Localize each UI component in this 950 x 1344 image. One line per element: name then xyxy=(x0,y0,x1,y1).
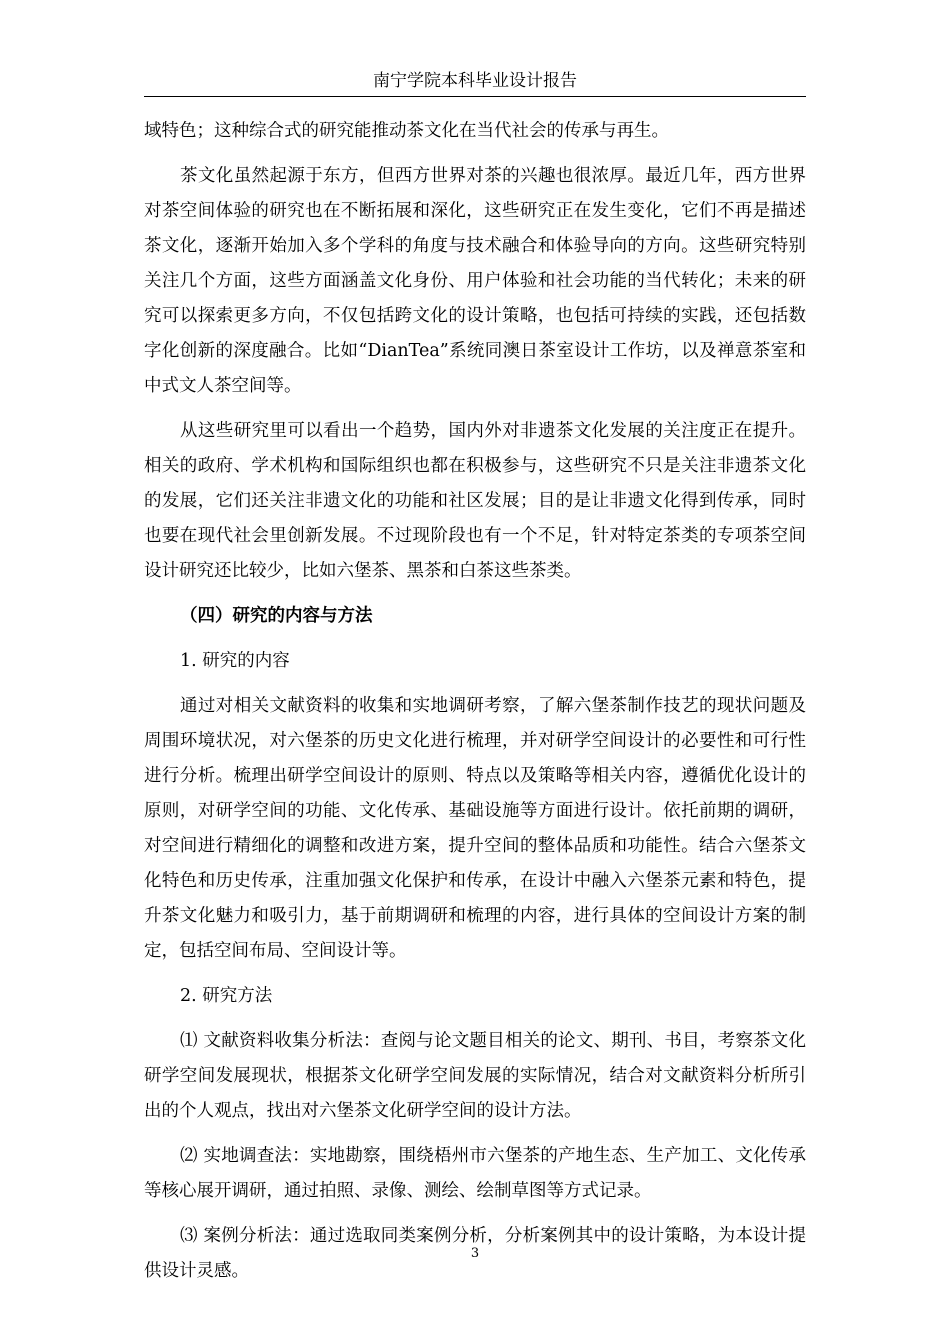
section-heading-content-methods: （四）研究的内容与方法 xyxy=(180,606,373,626)
page-header-title: 南宁学院本科毕业设计报告 xyxy=(373,71,577,91)
paragraph-western-research: 茶文化虽然起源于东方，但西方世界对茶的兴趣也很浓厚。最近几年，西方世界对茶空间体验的研究也在不断拓展和深化，这些研究正在发生变化，它们不再是描述茶文化，逐渐开始加入多个学科的角度与技术融合和体验导向的方向。这些研究特别关注几个方面，这些方面涵盖文化身份、用户体验和社会功能的当代转化；未来的研究可以探索更多方向，不仅包括跨文化的设计策略，也包括可持续的实践，还包括数字化创新的深度融合。比如“DianTea”系统同澳日茶室设计工作坊，以及禅意茶室和中式文人茶空间等。 xyxy=(144,166,806,396)
method-field-survey: ⑵ 实地调查法：实地勘察，围绕梧州市六堡茶的产地生态、生产加工、文化传承等核心展开调研，通过拍照、录像、测绘、绘制草图等方式记录。 xyxy=(144,1146,806,1201)
subheading-research-methods: 2. 研究方法 xyxy=(180,986,273,1006)
header-divider xyxy=(144,96,806,97)
document-body xyxy=(144,114,806,1289)
method-literature-analysis: ⑴ 文献资料收集分析法：查阅与论文题目相关的论文、期刊、书目，考察茶文化研学空间发展现状，根据茶文化研学空间发展的实际情况，结合对文献资料分析所引出的个人观点，找出对六堡茶文化研学空间的设计方法。 xyxy=(144,1031,806,1121)
paragraph-research-content: 通过对相关文献资料的收集和实地调研考察，了解六堡茶制作技艺的现状问题及周围环境状况，对六堡茶的历史文化进行梳理，并对研学空间设计的必要性和可行性进行分析。梳理出研学空间设计的原则、特点以及策略等相关内容，遵循优化设计的原则，对研学空间的功能、文化传承、基础设施等方面进行设计。依托前期的调研，对空间进行精细化的调整和改进方案，提升空间的整体品质和功能性。结合六堡茶文化特色和历史传承，注重加强文化保护和传承，在设计中融入六堡茶元素和特色，提升茶文化魅力和吸引力，基于前期调研和梳理的内容，进行具体的空间设计方案的制定，包括空间布局、空间设计等。 xyxy=(144,696,806,961)
subheading-research-content: 1. 研究的内容 xyxy=(180,651,290,671)
paragraph-continuation: 域特色；这种综合式的研究能推动茶文化在当代社会的传承与再生。 xyxy=(144,121,669,141)
method-case-analysis: ⑶ 案例分析法：通过选取同类案例分析，分析案例其中的设计策略，为本设计提供设计灵感。 xyxy=(144,1226,806,1281)
paragraph-research-trend: 从这些研究里可以看出一个趋势，国内外对非遗茶文化发展的关注度正在提升。相关的政府、学术机构和国际组织也都在积极参与，这些研究不只是关注非遗茶文化的发展，它们还关注非遗文化的功能和社区发展；目的是让非遗文化得到传承，同时也要在现代社会里创新发展。不过现阶段也有一个不足，针对特定茶类的专项茶空间设计研究还比较少，比如六堡茶、黑茶和白茶这些茶类。 xyxy=(144,421,806,581)
page-number: 3 xyxy=(470,1246,480,1261)
